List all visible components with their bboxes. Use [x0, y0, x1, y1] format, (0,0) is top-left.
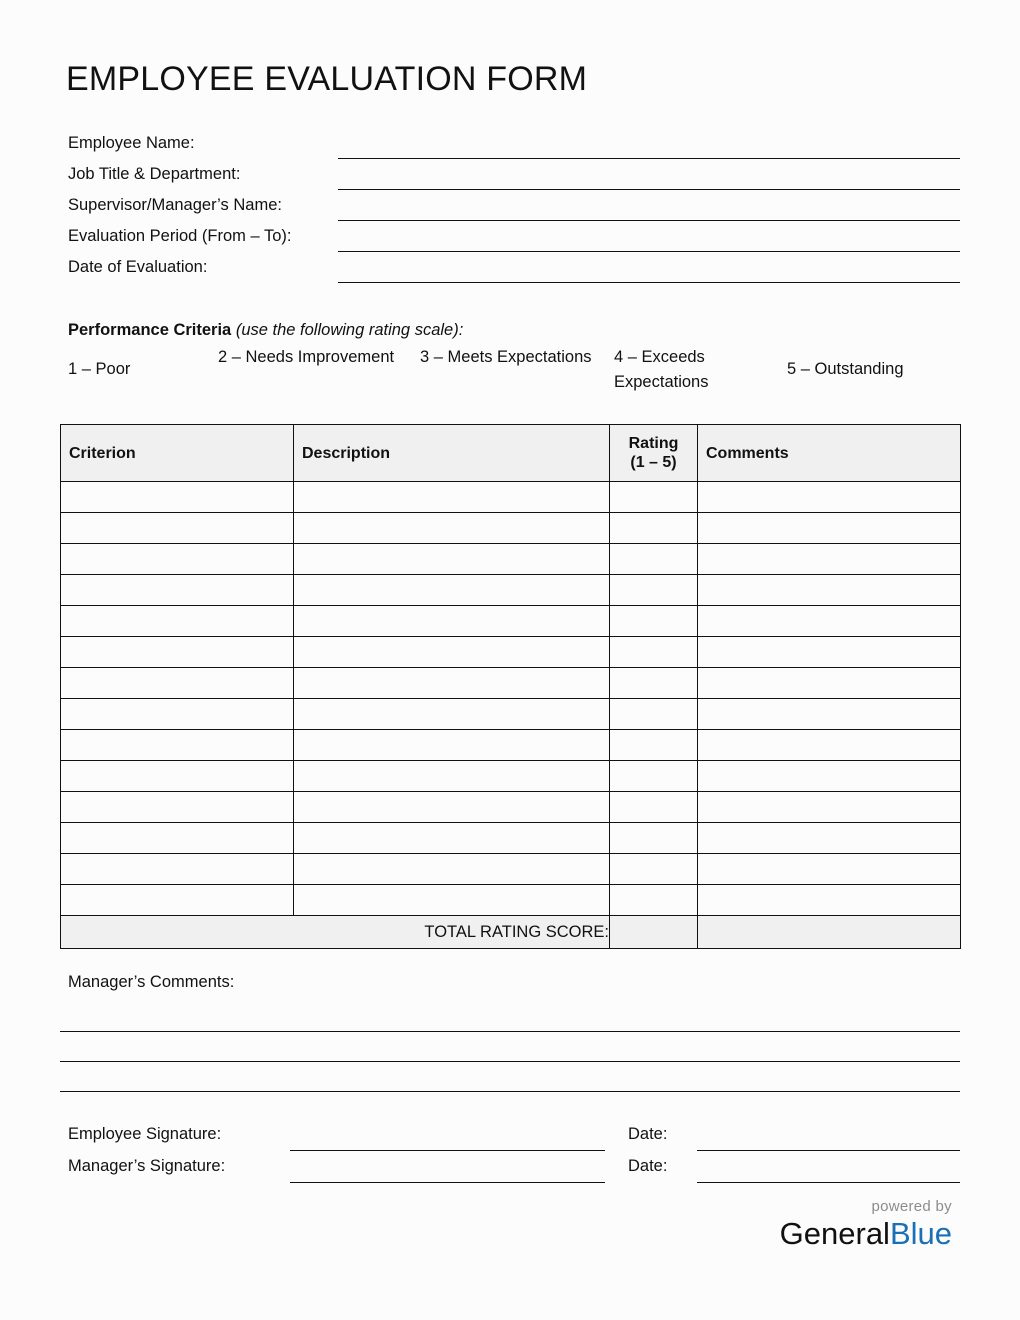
manager-comments-label: Manager’s Comments:: [68, 973, 235, 991]
table-cell-comments[interactable]: [698, 699, 961, 730]
table-row: [61, 885, 961, 916]
table-cell-rating[interactable]: [610, 730, 698, 761]
table-cell-description[interactable]: [294, 854, 610, 885]
table-header-row: [61, 425, 961, 482]
table-cell-rating[interactable]: [610, 606, 698, 637]
table-row: [61, 544, 961, 575]
column-header-criterion: Criterion: [61, 425, 294, 482]
table-cell-criterion[interactable]: [61, 513, 294, 544]
table-cell-comments[interactable]: [698, 513, 961, 544]
table-cell-criterion[interactable]: [61, 792, 294, 823]
table-row: [61, 482, 961, 513]
field-label-supervisor-name: Supervisor/Manager’s Name:: [68, 196, 282, 214]
field-label-employee-name: Employee Name:: [68, 134, 195, 152]
column-header-rating-line1: Rating: [628, 435, 679, 452]
signature-row-manager: [0, 1157, 1020, 1189]
table-row: [61, 668, 961, 699]
rating-scale-item-5: 5 – Outstanding: [787, 360, 904, 378]
column-header-description: Description: [294, 425, 610, 482]
table-row: [61, 513, 961, 544]
field-row-employee-name: [0, 132, 1020, 163]
table-cell-criterion[interactable]: [61, 544, 294, 575]
manager-signature-input[interactable]: [290, 1182, 605, 1183]
table-cell-rating[interactable]: [610, 699, 698, 730]
table-cell-comments[interactable]: [698, 668, 961, 699]
table-row: [61, 606, 961, 637]
table-cell-description[interactable]: [294, 606, 610, 637]
employee-signature-label: Employee Signature:: [68, 1125, 222, 1143]
table-cell-criterion[interactable]: [61, 885, 294, 916]
field-input-evaluation-period[interactable]: [338, 251, 960, 252]
table-row: [61, 637, 961, 668]
brand-name: [780, 1216, 952, 1252]
field-input-employee-name[interactable]: [338, 158, 960, 159]
performance-criteria-heading-italic: (use the following rating scale):: [235, 321, 464, 339]
table-cell-rating[interactable]: [610, 668, 698, 699]
table-cell-criterion[interactable]: [61, 854, 294, 885]
manager-comments-line-2[interactable]: [60, 1061, 960, 1062]
manager-comments-line-1[interactable]: [60, 1031, 960, 1032]
total-rating-score-label: TOTAL RATING SCORE:: [61, 916, 610, 949]
field-label-evaluation-period: Evaluation Period (From – To):: [68, 227, 292, 245]
generalblue-logo: [780, 1198, 952, 1252]
rating-scale-legend: [0, 345, 1020, 395]
table-cell-criterion[interactable]: [61, 699, 294, 730]
table-row: [61, 699, 961, 730]
total-rating-score-comments[interactable]: [698, 916, 961, 949]
table-row: [61, 575, 961, 606]
table-cell-criterion[interactable]: [61, 730, 294, 761]
table-cell-description[interactable]: [294, 823, 610, 854]
table-cell-comments[interactable]: [698, 792, 961, 823]
table-row: [61, 761, 961, 792]
field-input-supervisor-name[interactable]: [338, 220, 960, 221]
table-cell-description[interactable]: [294, 730, 610, 761]
rating-scale-item-3: 3 – Meets Expectations: [420, 348, 592, 366]
table-cell-rating[interactable]: [610, 761, 698, 792]
table-cell-rating[interactable]: [610, 637, 698, 668]
table-cell-description[interactable]: [294, 575, 610, 606]
table-cell-comments[interactable]: [698, 637, 961, 668]
rating-scale-item-1: 1 – Poor: [68, 360, 131, 378]
field-row-date-of-evaluation: [0, 256, 1020, 287]
field-label-job-title-department: Job Title & Department:: [68, 165, 241, 183]
table-cell-comments[interactable]: [698, 823, 961, 854]
field-row-job-title-department: [0, 163, 1020, 194]
table-cell-description[interactable]: [294, 544, 610, 575]
table-cell-criterion[interactable]: [61, 823, 294, 854]
table-cell-rating[interactable]: [610, 544, 698, 575]
employee-signature-date-input[interactable]: [697, 1150, 960, 1151]
performance-criteria-heading: [68, 321, 463, 340]
field-input-date-of-evaluation[interactable]: [338, 282, 960, 283]
table-cell-criterion[interactable]: [61, 761, 294, 792]
table-cell-comments[interactable]: [698, 730, 961, 761]
manager-comments-line-3[interactable]: [60, 1091, 960, 1092]
total-rating-score-value[interactable]: [610, 916, 698, 949]
table-cell-comments[interactable]: [698, 606, 961, 637]
table-cell-criterion[interactable]: [61, 482, 294, 513]
table-cell-rating[interactable]: [610, 823, 698, 854]
field-row-evaluation-period: [0, 225, 1020, 256]
table-row: [61, 823, 961, 854]
table-cell-description[interactable]: [294, 513, 610, 544]
table-cell-rating[interactable]: [610, 792, 698, 823]
employee-signature-input[interactable]: [290, 1150, 605, 1151]
table-cell-comments[interactable]: [698, 575, 961, 606]
total-rating-score-row: [61, 916, 961, 949]
table-cell-comments[interactable]: [698, 885, 961, 916]
rating-scale-item-2: 2 – Needs Improvement: [218, 348, 395, 366]
table-cell-description[interactable]: [294, 885, 610, 916]
table-cell-comments[interactable]: [698, 482, 961, 513]
table-cell-description[interactable]: [294, 482, 610, 513]
table-cell-rating[interactable]: [610, 513, 698, 544]
table-cell-description[interactable]: [294, 761, 610, 792]
column-header-comments: Comments: [698, 425, 961, 482]
employee-signature-date-label: Date:: [628, 1125, 668, 1143]
field-input-job-title-department[interactable]: [338, 189, 960, 190]
table-cell-description[interactable]: [294, 699, 610, 730]
table-cell-criterion[interactable]: [61, 637, 294, 668]
column-header-rating-line2: (1 – 5): [630, 454, 677, 471]
table-row: [61, 730, 961, 761]
table-cell-criterion[interactable]: [61, 668, 294, 699]
table-cell-description[interactable]: [294, 792, 610, 823]
field-label-date-of-evaluation: Date of Evaluation:: [68, 258, 208, 276]
table-cell-comments[interactable]: [698, 854, 961, 885]
table-body: [61, 482, 961, 916]
brand-name-blue: Blue: [889, 1216, 952, 1251]
brand-name-general: General: [779, 1216, 890, 1251]
rating-scale-item-4: 4 – Exceeds Expectations: [614, 348, 709, 391]
table-cell-description[interactable]: [294, 637, 610, 668]
table-row: [61, 792, 961, 823]
table-cell-criterion[interactable]: [61, 575, 294, 606]
table-row: [61, 854, 961, 885]
manager-signature-label: Manager’s Signature:: [68, 1157, 226, 1175]
table-cell-rating[interactable]: [610, 482, 698, 513]
table-cell-rating[interactable]: [610, 575, 698, 606]
table-cell-rating[interactable]: [610, 854, 698, 885]
powered-by-label: powered by: [871, 1198, 952, 1215]
manager-signature-date-input[interactable]: [697, 1182, 960, 1183]
signature-row-employee: [0, 1125, 1020, 1157]
table-cell-description[interactable]: [294, 668, 610, 699]
table-cell-criterion[interactable]: [61, 606, 294, 637]
column-header-rating: [610, 425, 698, 482]
table-cell-rating[interactable]: [610, 885, 698, 916]
performance-criteria-table: [60, 424, 961, 949]
page-title: EMPLOYEE EVALUATION FORM: [66, 60, 588, 98]
table-cell-comments[interactable]: [698, 761, 961, 792]
table-cell-comments[interactable]: [698, 544, 961, 575]
field-row-supervisor-name: [0, 194, 1020, 225]
header-fields-group: [0, 132, 1020, 287]
manager-signature-date-label: Date:: [628, 1157, 668, 1175]
performance-criteria-heading-bold: Performance Criteria: [68, 321, 232, 339]
